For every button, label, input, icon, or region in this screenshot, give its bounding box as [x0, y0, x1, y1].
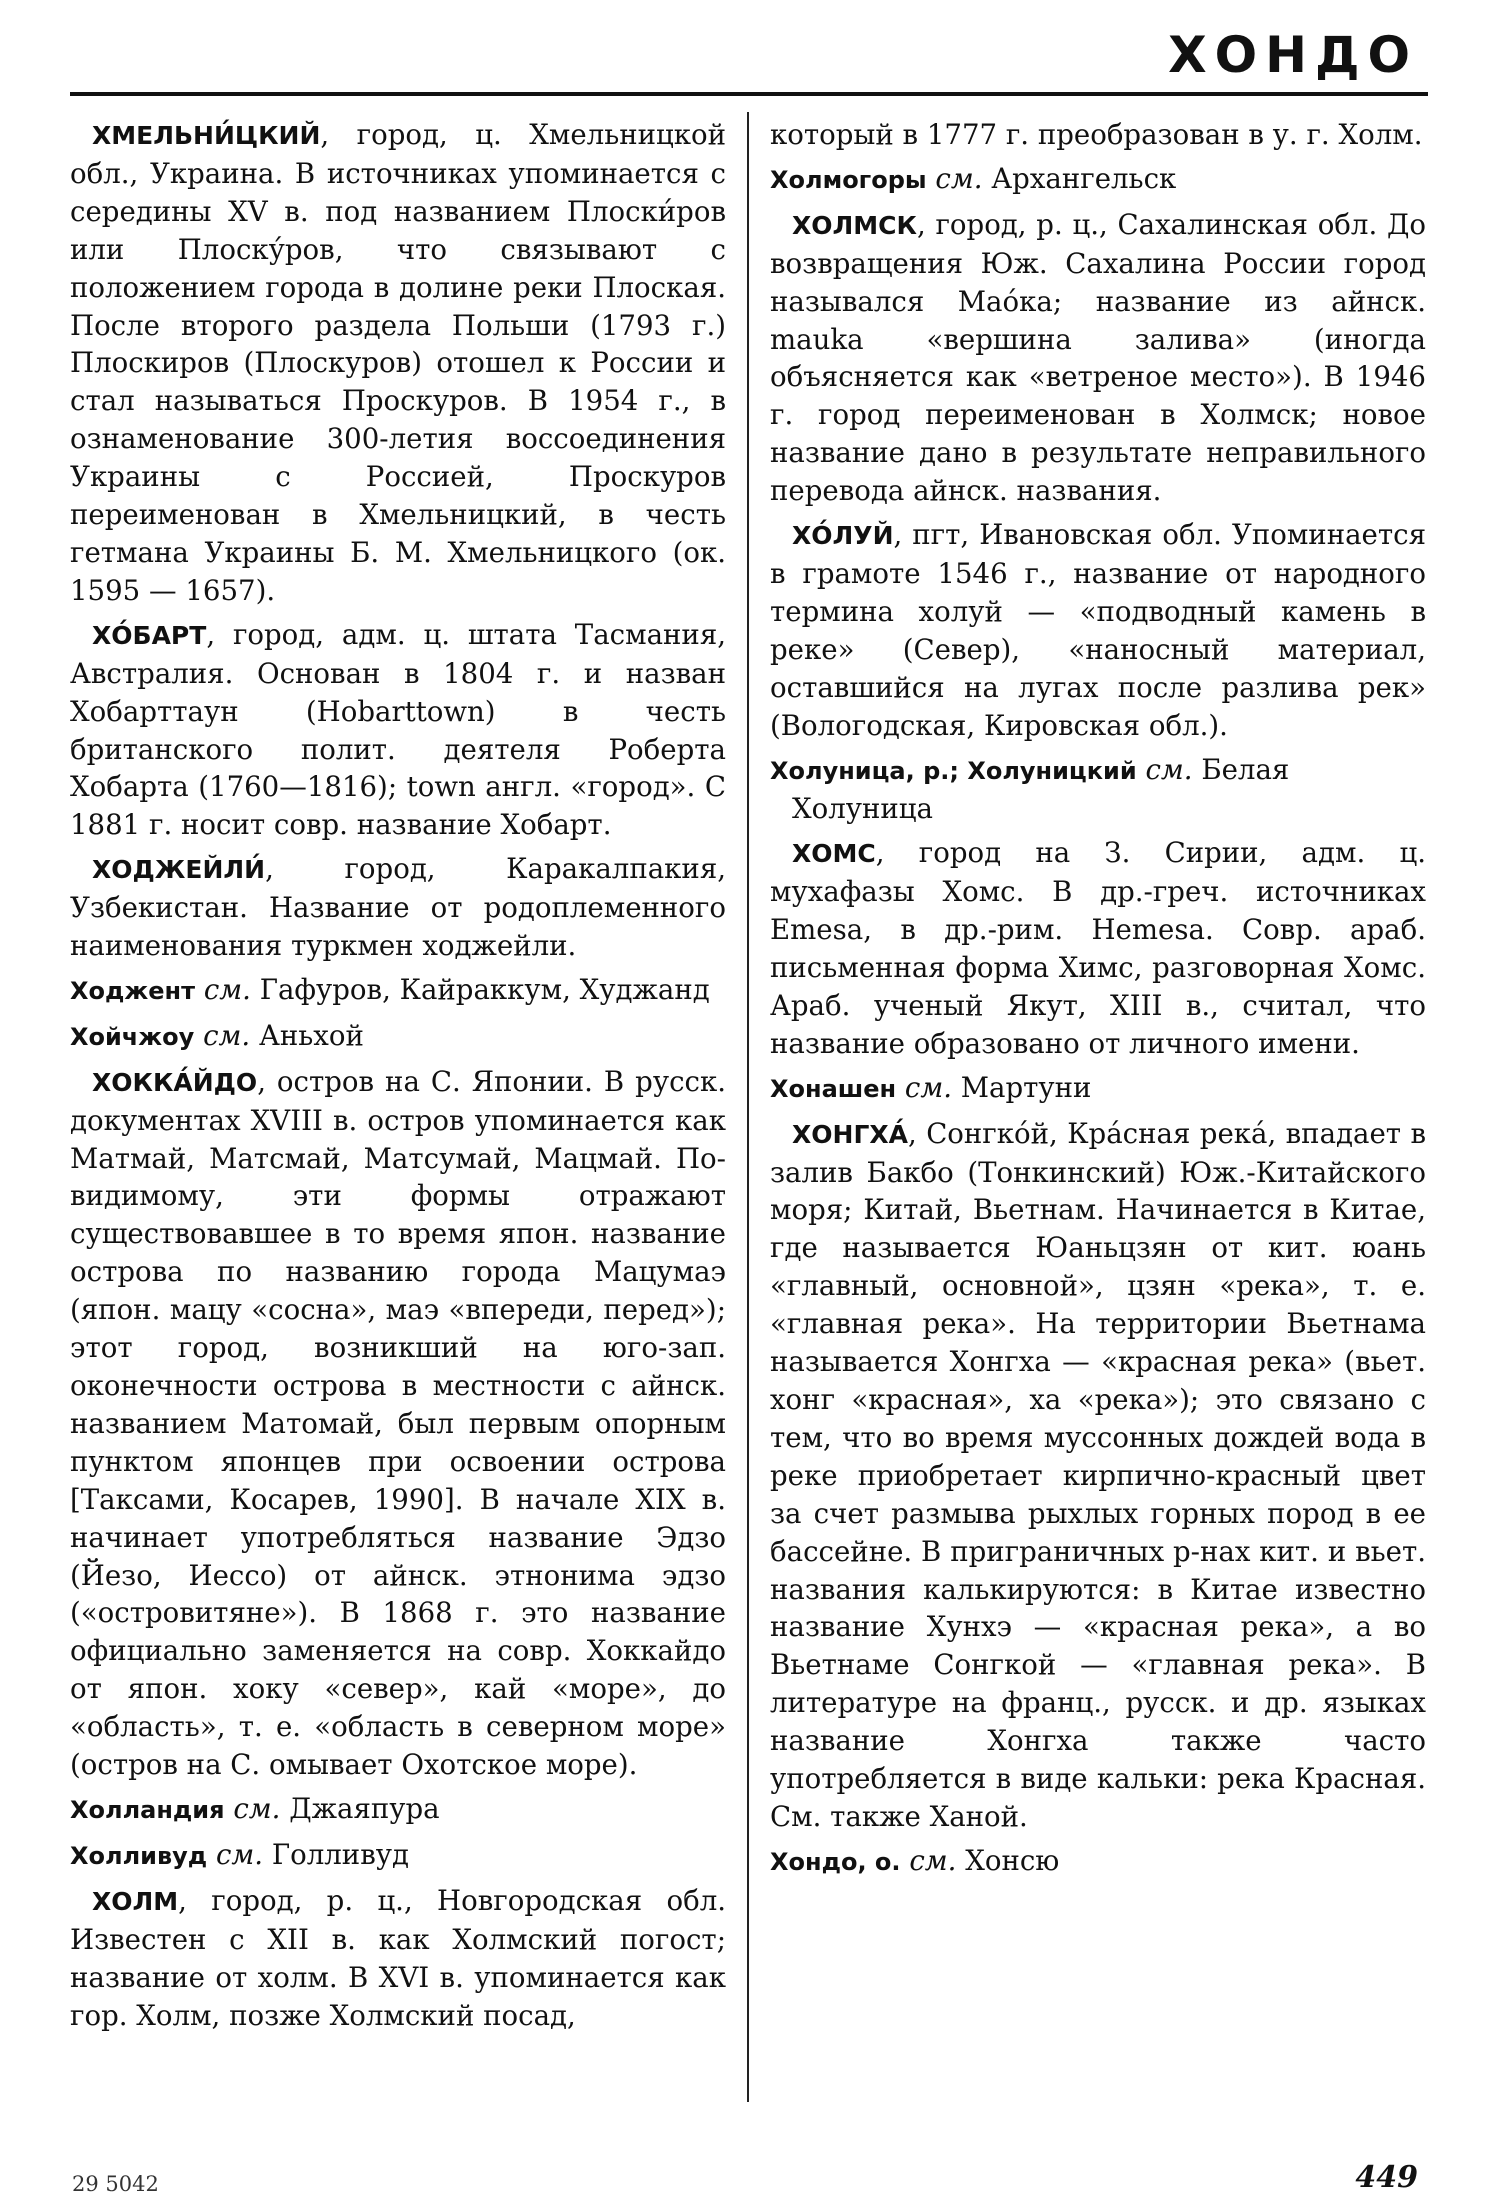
reference-see-label: см. [203, 1018, 251, 1052]
reference-headword: Холмогоры [770, 165, 927, 194]
dictionary-entry [70, 850, 726, 965]
cross-reference [770, 160, 1426, 200]
reference-target: Мартуни [960, 1070, 1092, 1104]
entry-body: , город на З. Сирии, адм. ц. мухафазы Хомс. В др.-греч. источниках Emesa, в др.-рим. Hemesa. Совр. араб. письменная форма Химс, разговорная Хомс. Араб. ученый Якут, XIII в., считал, что название образовано от личного имени. [770, 836, 1426, 1060]
entry-headword: ХОДЖЕЙЛИ́ [92, 855, 266, 885]
reference-see-label: см. [935, 161, 983, 195]
cross-reference [70, 971, 726, 1011]
entry-body: который в 1777 г. преобразован в у. г. Холм. [770, 118, 1423, 151]
entry-headword: ХОККА́ЙДО [92, 1067, 258, 1097]
entry-headword: ХО́ЛУЙ [792, 521, 894, 551]
entry-body: , город, р. ц., Сахалинская обл. До возвращения Юж. Сахалина России город назывался Мао́ка; название из айнск. mauka «вершина залива» (иногда объясняется как «ветреное место»). В 1946 г. город переименован в Холмск; новое название дано в результате неправильного перевода айнск. названия. [770, 207, 1426, 508]
reference-see-label: см. [215, 1837, 264, 1871]
column-divider [747, 112, 749, 2102]
entry-body: , пгт, Ивановская обл. Упоминается в грамоте 1546 г., название от народного термина холуй — «подводный камень в реке» (Север), «наносный материал, оставшийся на лугах после разлива рек» (Вологодская, Кировская обл.). [770, 518, 1426, 742]
reference-headword: Холуница, р.; Холуницкий [770, 756, 1137, 785]
running-header: ХОНДО [1168, 26, 1418, 84]
entry-body: , город, адм. ц. штата Тасмания, Австралия. Основан в 1804 г. и назван Хобарттаун (Hobarttown) в честь британского полит. деятеля Роберта Хобарта (1760—1816); town англ. «город». С 1881 г. носит совр. название Хобарт. [70, 617, 726, 842]
dictionary-entry [770, 1115, 1426, 1836]
reference-see-label: см. [203, 972, 251, 1006]
reference-target: Белая Холуница [792, 752, 1290, 826]
reference-see-label: см. [909, 1843, 957, 1877]
cross-reference [70, 1790, 726, 1830]
entry-body: , город, ц. Хмельницкой обл., Украина. В источниках упоминается с середины XV в. под названием Плоски́ров или Плоску́ров, что связывают с положением города в долине реки Плоская. После второго раздела Польши (1793 г.) Плоскиров (Плоскуров) отошел к России и стал называться Проскуров. В 1954 г., в ознаменование 300-летия воссоединения Украины с Россией, Проскуров переименован в Хмельницкий, в честь гетмана Украины Б. М. Хмельницкого (ок. 1595 — 1657). [70, 118, 726, 607]
dictionary-entry [70, 116, 726, 610]
page-number: 449 [1355, 2160, 1418, 2195]
entry-headword: ХОНГХА́ [792, 1119, 909, 1149]
entry-body: , Сонгко́й, Кра́сная река́, впадает в залив Бакбо (Тонкинский) Юж.-Китайского моря; Китай, Вьетнам. Начинается в Китае, где называется Юаньцзян от кит. юань «главный, основной», цзян «река», т. е. «главная река». На территории Вьетнама называется Хонгха — «красная река» (вьет. хонг «красная», ха «река»); это связано с тем, что во время муссонных дождей вода в реке приобретает кирпично-красный цвет за счет размыва рыхлых горных пород в ее бассейне. В приграничных р-нах кит. и вьет. названия калькируются: в Китае известно название Хунхэ — «красная река», а во Вьетнаме Сонгкой — «главная река». В литературе на франц., русск. и др. языках название Хонгха также часто употребляется в виде кальки: река Красная. См. также Ханой. [770, 1116, 1426, 1833]
cross-reference [770, 1069, 1426, 1109]
reference-target: Голливуд [271, 1837, 409, 1871]
right-column [770, 116, 1426, 1888]
cross-reference [770, 1842, 1426, 1882]
reference-headword: Хойчжоу [70, 1022, 195, 1051]
entry-headword: ХОМС [792, 839, 876, 869]
dictionary-entry [770, 206, 1426, 510]
left-column [70, 116, 726, 2040]
reference-target: Гафуров, Кайраккум, Худжанд [259, 972, 710, 1006]
dictionary-entry [770, 834, 1426, 1062]
reference-target: Архангельск [991, 161, 1177, 195]
reference-headword: Ходжент [70, 976, 196, 1005]
reference-target: Хонсю [965, 1843, 1060, 1877]
reference-headword: Холливуд [70, 1841, 208, 1870]
entry-headword: ХО́БАРТ [92, 620, 207, 650]
dictionary-entry [70, 1063, 726, 1784]
reference-headword: Хонашен [770, 1074, 897, 1103]
entry-continuation [770, 116, 1426, 154]
entry-body: , остров на С. Японии. В русск. документах XVIII в. остров упоминается как Матмай, Матсмай, Матсумай, Мацмай. По-видимому, эти формы отражают существовавшее в то время япон. название острова по названию города Мацумаэ (япон. мацу «сосна», маэ «впереди, перед»); этот город, возникший на юго-зап. оконечности острова в местности с айнск. названием Матомай, был первым опорным пунктом японцев при освоении острова [Таксами, Косарев, 1990]. В начале XIX в. начинает употребляться название Эдзо (Йезо, Иессо) от айнск. этнонима эдзо («островитяне»). В 1868 г. это название официально заменяется на совр. Хоккайдо от япон. хоку «север», кай «море», до «область», т. е. «область в северном море» (остров на С. омывает Охотское море). [70, 1064, 726, 1782]
entry-headword: ХОЛМСК [792, 210, 917, 240]
dictionary-entry [770, 516, 1426, 744]
reference-headword: Холландия [70, 1795, 225, 1824]
entry-body: , город, р. ц., Новгородская обл. Известен с XII в. как Холмский погост; название от холм. В XVI в. упоминается как гор. Холм, позже Холмский посад, [70, 1883, 726, 2032]
header-rule [70, 92, 1428, 96]
reference-target: Аньхой [258, 1018, 364, 1052]
signature-code: 29 5042 [72, 2172, 159, 2196]
reference-see-label: см. [233, 1791, 281, 1825]
entry-body: , город, Каракалпакия, Узбекистан. Название от родоплеменного наименования туркмен ходжейли. [70, 852, 726, 963]
reference-see-label: см. [1145, 752, 1193, 786]
reference-target: Джаяпура [289, 1791, 440, 1825]
dictionary-entry [70, 1882, 726, 2035]
dictionary-entry [70, 616, 726, 844]
reference-headword: Хондо, о. [770, 1847, 901, 1876]
cross-reference [70, 1017, 726, 1057]
entry-headword: ХОЛМ [92, 1886, 179, 1916]
reference-see-label: см. [904, 1070, 953, 1104]
cross-reference [70, 1836, 726, 1876]
cross-reference [770, 751, 1426, 829]
entry-headword: ХМЕЛЬНИ́ЦКИЙ [92, 121, 321, 150]
